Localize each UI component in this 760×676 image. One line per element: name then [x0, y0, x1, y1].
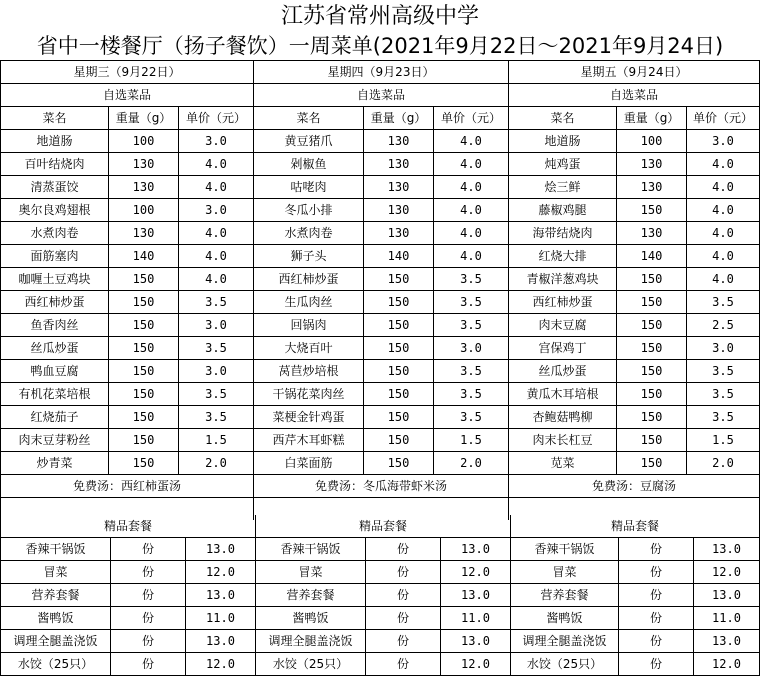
dish-price: 4.0 — [687, 199, 760, 222]
combo-unit: 份 — [619, 584, 694, 607]
dish-weight: 150 — [617, 406, 687, 429]
dish-name: 菜梗金针鸡蛋 — [254, 406, 364, 429]
dish-price: 1.5 — [179, 429, 254, 452]
dish-name: 鱼香肉丝 — [1, 314, 109, 337]
combo-unit: 份 — [619, 561, 694, 584]
dish-weight: 130 — [617, 222, 687, 245]
dish-weight: 150 — [617, 314, 687, 337]
combo-price: 13.0 — [694, 538, 760, 561]
dish-weight: 150 — [109, 291, 179, 314]
combo-unit: 份 — [366, 584, 441, 607]
price-column-header: 单价（元） — [179, 107, 254, 130]
dish-price: 2.0 — [179, 452, 254, 475]
dish-name: 百叶结烧肉 — [1, 153, 109, 176]
dish-name: 烩三鲜 — [509, 176, 617, 199]
combo-price: 13.0 — [441, 538, 511, 561]
dish-price: 4.0 — [179, 268, 254, 291]
dish-name: 肉末豆腐 — [509, 314, 617, 337]
dish-price: 4.0 — [434, 245, 509, 268]
dish-price: 2.5 — [687, 314, 760, 337]
dish-weight: 150 — [109, 360, 179, 383]
combo-name: 冒菜 — [511, 561, 619, 584]
table-row — [1, 245, 760, 268]
weight-column-header: 重量（g） — [109, 107, 179, 130]
table-row — [1, 268, 760, 291]
combo-price: 13.0 — [694, 584, 760, 607]
dish-name: 炖鸡蛋 — [509, 153, 617, 176]
dish-weight: 150 — [364, 291, 434, 314]
combo-name: 营养套餐 — [1, 584, 111, 607]
dish-price: 4.0 — [179, 222, 254, 245]
table-row — [1, 383, 760, 406]
dish-weight: 130 — [364, 222, 434, 245]
dish-name: 清蒸蛋饺 — [1, 176, 109, 199]
free-soup: 免费汤：西红柿蛋汤 — [1, 475, 254, 498]
table-row — [1, 653, 760, 676]
day-header-row — [1, 61, 760, 84]
combo-price: 13.0 — [441, 630, 511, 653]
combo-name: 香辣干锅饭 — [256, 538, 366, 561]
combo-unit: 份 — [111, 584, 186, 607]
combo-price: 12.0 — [441, 653, 511, 676]
dish-name: 大烧百叶 — [254, 337, 364, 360]
section-label: 自选菜品 — [1, 84, 254, 107]
combo-price: 12.0 — [441, 561, 511, 584]
dish-weight: 150 — [617, 268, 687, 291]
weight-column-header: 重量（g） — [364, 107, 434, 130]
dish-price: 4.0 — [179, 245, 254, 268]
dish-price: 2.0 — [687, 452, 760, 475]
combo-unit: 份 — [366, 561, 441, 584]
table-row — [1, 337, 760, 360]
dish-weight: 100 — [109, 199, 179, 222]
dish-name: 地道肠 — [509, 130, 617, 153]
dish-price: 3.5 — [434, 291, 509, 314]
dish-name: 地道肠 — [1, 130, 109, 153]
table-row — [1, 429, 760, 452]
dish-weight: 140 — [617, 245, 687, 268]
dish-name: 丝瓜炒蛋 — [509, 360, 617, 383]
dish-name: 奥尔良鸡翅根 — [1, 199, 109, 222]
dish-name: 肉末长杠豆 — [509, 429, 617, 452]
combo-price: 12.0 — [186, 561, 256, 584]
dish-weight: 150 — [364, 452, 434, 475]
combo-price: 13.0 — [186, 584, 256, 607]
dish-name: 宫保鸡丁 — [509, 337, 617, 360]
table-row — [1, 130, 760, 153]
dish-price: 3.5 — [434, 268, 509, 291]
dish-name: 黄瓜木耳培根 — [509, 383, 617, 406]
combo-unit: 份 — [366, 630, 441, 653]
combo-name: 调理全腿盖浇饭 — [511, 630, 619, 653]
dish-price: 1.5 — [687, 429, 760, 452]
dish-price: 3.5 — [179, 383, 254, 406]
dish-weight: 150 — [617, 429, 687, 452]
table-row — [1, 406, 760, 429]
dish-name: 白菜面筋 — [254, 452, 364, 475]
dish-price: 3.5 — [687, 360, 760, 383]
self-select-menu-table — [0, 60, 760, 520]
dish-price: 4.0 — [434, 199, 509, 222]
dish-price: 3.5 — [179, 337, 254, 360]
table-row — [1, 176, 760, 199]
combo-section-label: 精品套餐 — [256, 515, 511, 538]
dish-name: 藤椒鸡腿 — [509, 199, 617, 222]
dish-name: 肉末豆芽粉丝 — [1, 429, 109, 452]
combo-name: 水饺（25只） — [1, 653, 111, 676]
dish-weight: 150 — [364, 429, 434, 452]
combo-unit: 份 — [111, 607, 186, 630]
dish-weight: 130 — [109, 176, 179, 199]
dish-price: 4.0 — [179, 176, 254, 199]
combo-name: 香辣干锅饭 — [511, 538, 619, 561]
dish-price: 3.5 — [687, 406, 760, 429]
day-header: 星期三（9月22日） — [1, 61, 254, 84]
dish-weight: 150 — [109, 314, 179, 337]
dish-price: 3.5 — [434, 360, 509, 383]
dish-weight: 150 — [617, 199, 687, 222]
dish-price: 3.5 — [434, 383, 509, 406]
combo-unit: 份 — [619, 538, 694, 561]
dish-price: 4.0 — [687, 245, 760, 268]
dish-price: 3.0 — [434, 337, 509, 360]
dish-price: 4.0 — [687, 222, 760, 245]
dish-weight: 100 — [109, 130, 179, 153]
dish-weight: 100 — [617, 130, 687, 153]
dish-column-header: 菜名 — [1, 107, 109, 130]
dish-weight: 150 — [617, 291, 687, 314]
dish-price: 2.0 — [434, 452, 509, 475]
dish-name: 水煮肉卷 — [1, 222, 109, 245]
table-row — [1, 452, 760, 475]
dish-name: 苋菜 — [509, 452, 617, 475]
combo-price: 13.0 — [186, 538, 256, 561]
dish-price: 1.5 — [434, 429, 509, 452]
dish-price: 3.0 — [179, 314, 254, 337]
menu-subtitle: 省中一楼餐厅（扬子餐饮）一周菜单(2021年9月22日～2021年9月24日) — [36, 34, 724, 58]
dish-name: 生瓜肉丝 — [254, 291, 364, 314]
dish-weight: 150 — [109, 383, 179, 406]
combo-unit: 份 — [619, 653, 694, 676]
dish-name: 西红柿炒蛋 — [509, 291, 617, 314]
dish-name: 海带结烧肉 — [509, 222, 617, 245]
dish-name: 回锅肉 — [254, 314, 364, 337]
combo-name: 香辣干锅饭 — [1, 538, 111, 561]
combo-name: 冒菜 — [256, 561, 366, 584]
dish-name: 红烧茄子 — [1, 406, 109, 429]
table-row — [1, 538, 760, 561]
dish-name: 青椒洋葱鸡块 — [509, 268, 617, 291]
dish-weight: 130 — [109, 222, 179, 245]
combo-price: 13.0 — [694, 630, 760, 653]
combo-price: 13.0 — [186, 630, 256, 653]
dish-weight: 130 — [617, 153, 687, 176]
dish-price: 3.0 — [179, 199, 254, 222]
table-row — [1, 199, 760, 222]
dish-price: 4.0 — [687, 268, 760, 291]
combo-section-row — [1, 515, 760, 538]
dish-name: 红烧大排 — [509, 245, 617, 268]
combo-name: 酱鸭饭 — [1, 607, 111, 630]
section-row — [1, 84, 760, 107]
combo-unit: 份 — [111, 561, 186, 584]
dish-price: 4.0 — [434, 153, 509, 176]
table-row — [1, 314, 760, 337]
dish-weight: 140 — [109, 245, 179, 268]
combo-name: 营养套餐 — [256, 584, 366, 607]
dish-weight: 150 — [109, 337, 179, 360]
dish-name: 干锅花菜肉丝 — [254, 383, 364, 406]
combo-price: 12.0 — [694, 653, 760, 676]
dish-weight: 140 — [364, 245, 434, 268]
dish-weight: 150 — [364, 383, 434, 406]
table-row — [1, 291, 760, 314]
price-column-header: 单价（元） — [434, 107, 509, 130]
dish-name: 莴苣炒培根 — [254, 360, 364, 383]
section-label: 自选菜品 — [254, 84, 509, 107]
combo-name: 冒菜 — [1, 561, 111, 584]
combo-name: 调理全腿盖浇饭 — [1, 630, 111, 653]
combo-name: 营养套餐 — [511, 584, 619, 607]
dish-weight: 150 — [109, 452, 179, 475]
table-row — [1, 584, 760, 607]
combo-menu-table — [0, 515, 760, 676]
dish-price: 3.5 — [434, 406, 509, 429]
dish-name: 狮子头 — [254, 245, 364, 268]
dish-price: 3.0 — [179, 360, 254, 383]
dish-name: 剁椒鱼 — [254, 153, 364, 176]
dish-price: 4.0 — [434, 176, 509, 199]
dish-weight: 130 — [364, 130, 434, 153]
dish-price: 4.0 — [434, 130, 509, 153]
combo-name: 酱鸭饭 — [511, 607, 619, 630]
dish-price: 3.5 — [687, 291, 760, 314]
combo-price: 11.0 — [186, 607, 256, 630]
dish-name: 西红柿炒蛋 — [1, 291, 109, 314]
table-row — [1, 630, 760, 653]
combo-unit: 份 — [111, 630, 186, 653]
dish-price: 4.0 — [687, 176, 760, 199]
dish-name: 西芹木耳虾糕 — [254, 429, 364, 452]
combo-unit: 份 — [366, 653, 441, 676]
combo-price: 12.0 — [186, 653, 256, 676]
dish-name: 水煮肉卷 — [254, 222, 364, 245]
dish-name: 有机花菜培根 — [1, 383, 109, 406]
combo-price: 11.0 — [441, 607, 511, 630]
table-row — [1, 222, 760, 245]
combo-section-label: 精品套餐 — [511, 515, 760, 538]
dish-weight: 130 — [364, 153, 434, 176]
dish-name: 冬瓜小排 — [254, 199, 364, 222]
combo-name: 水饺（25只） — [256, 653, 366, 676]
combo-price: 12.0 — [694, 561, 760, 584]
dish-name: 咖喱土豆鸡块 — [1, 268, 109, 291]
combo-name: 水饺（25只） — [511, 653, 619, 676]
combo-unit: 份 — [619, 607, 694, 630]
dish-weight: 150 — [364, 337, 434, 360]
dish-weight: 150 — [364, 268, 434, 291]
dish-weight: 130 — [109, 153, 179, 176]
dish-weight: 130 — [364, 199, 434, 222]
dish-weight: 150 — [109, 268, 179, 291]
dish-weight: 150 — [617, 337, 687, 360]
column-header-row — [1, 107, 760, 130]
dish-price: 3.5 — [687, 383, 760, 406]
dish-weight: 130 — [364, 176, 434, 199]
dish-price: 4.0 — [687, 153, 760, 176]
combo-unit: 份 — [366, 607, 441, 630]
combo-unit: 份 — [366, 538, 441, 561]
table-row — [1, 607, 760, 630]
free-soup: 免费汤：冬瓜海带虾米汤 — [254, 475, 509, 498]
dish-column-header: 菜名 — [509, 107, 617, 130]
section-label: 自选菜品 — [509, 84, 760, 107]
table-row — [1, 360, 760, 383]
dish-name: 面筋塞肉 — [1, 245, 109, 268]
dish-price: 3.5 — [179, 291, 254, 314]
dish-name: 杏鲍菇鸭柳 — [509, 406, 617, 429]
combo-unit: 份 — [111, 538, 186, 561]
dish-price: 3.0 — [179, 130, 254, 153]
price-column-header: 单价（元） — [687, 107, 760, 130]
free-soup: 免费汤：豆腐汤 — [509, 475, 760, 498]
dish-name: 丝瓜炒蛋 — [1, 337, 109, 360]
free-soup-row — [1, 475, 760, 498]
dish-weight: 130 — [617, 176, 687, 199]
dish-weight: 150 — [617, 452, 687, 475]
dish-price: 3.5 — [179, 406, 254, 429]
table-row — [1, 153, 760, 176]
day-header: 星期四（9月23日） — [254, 61, 509, 84]
dish-name: 炒青菜 — [1, 452, 109, 475]
dish-weight: 150 — [364, 314, 434, 337]
dish-weight: 150 — [109, 429, 179, 452]
dish-weight: 150 — [364, 406, 434, 429]
dish-name: 咕咾肉 — [254, 176, 364, 199]
dish-name: 鸭血豆腐 — [1, 360, 109, 383]
dish-price: 4.0 — [434, 222, 509, 245]
combo-price: 11.0 — [694, 607, 760, 630]
dish-price: 3.0 — [687, 337, 760, 360]
combo-name: 调理全腿盖浇饭 — [256, 630, 366, 653]
dish-name: 黄豆猪爪 — [254, 130, 364, 153]
combo-unit: 份 — [619, 630, 694, 653]
day-header: 星期五（9月24日） — [509, 61, 760, 84]
table-row — [1, 561, 760, 584]
page-title: 江苏省常州高级中学 — [280, 4, 479, 29]
dish-weight: 150 — [364, 360, 434, 383]
dish-column-header: 菜名 — [254, 107, 364, 130]
dish-weight: 150 — [617, 360, 687, 383]
dish-weight: 150 — [109, 406, 179, 429]
dish-price: 4.0 — [179, 153, 254, 176]
combo-section-label: 精品套餐 — [1, 515, 256, 538]
combo-price: 13.0 — [441, 584, 511, 607]
dish-name: 西红柿炒蛋 — [254, 268, 364, 291]
dish-price: 3.5 — [434, 314, 509, 337]
dish-weight: 150 — [617, 383, 687, 406]
dish-price: 3.0 — [687, 130, 760, 153]
combo-unit: 份 — [111, 653, 186, 676]
weight-column-header: 重量（g） — [617, 107, 687, 130]
combo-name: 酱鸭饭 — [256, 607, 366, 630]
